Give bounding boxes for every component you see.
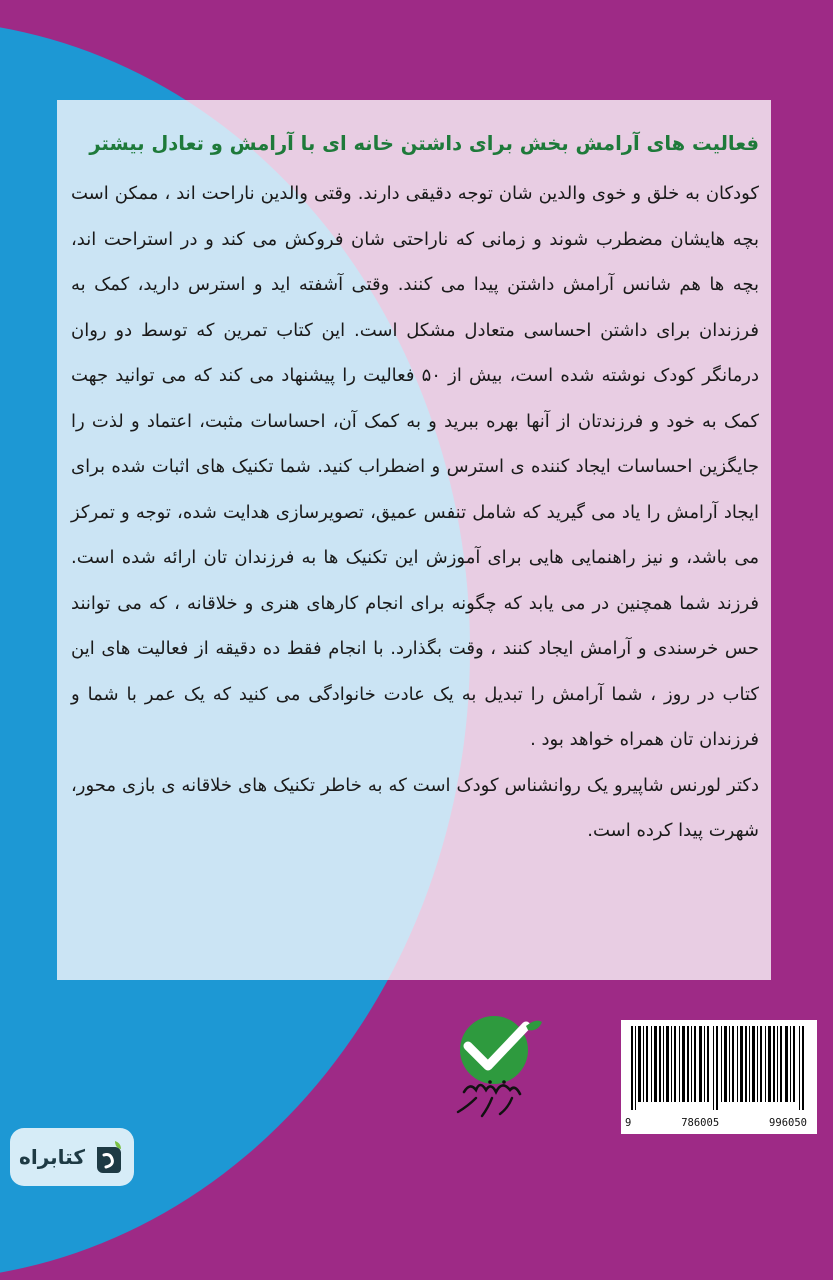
ketabrah-watermark (10, 1128, 134, 1186)
description-line: کنید که یک عمر با شما و فرزندان تان همراه خواهد بود . (71, 683, 759, 750)
description-line: کمک آن، احساسات مثبت، اعتماد و لذت را جایگزین احساسات ایجاد (71, 410, 759, 477)
description-line: کودکان به خلق و خوی والدین شان توجه دقیقی دارند. وقتی والدین ناراحت اند ، (164, 183, 759, 204)
description-paragraph (71, 171, 759, 763)
description-line: استرس دارید، کمک به فرزندان برای داشتن احساسی متعادل مشکل است. این کتاب (71, 274, 759, 341)
description-line: از فعالیت های این کتاب در روز ، شما آرامش را تبدیل به یک عادت خانوادگی می (71, 638, 759, 705)
description-line: تمرین که توسط دو روان درمانگر کودک نوشته شده است، بیش از ۵۰ فعالیت را (71, 319, 759, 386)
barcode-bars (629, 1026, 809, 1110)
description-line: ممکن است بچه هایشان مضطرب شوند و زمانی که ناراحتی شان فروکش می کند و در (71, 183, 759, 250)
description-line: یاد می گیرید که شامل تنفس عمیق، تصویرسازی هدایت شده، توجه و تمرکز (71, 501, 641, 523)
publisher-logo (442, 1008, 552, 1128)
watermark-text: کتابراه (19, 1145, 85, 1169)
author-paragraph (71, 763, 759, 854)
checkmark-leaf-icon (442, 1008, 552, 1128)
description-line: که می توانند حس خرسندی و آرامش ایجاد کنند ، وقت بگذارد. با انجام فقط ده دقیقه (71, 592, 759, 659)
text-panel (57, 100, 771, 980)
author-line: دکتر لورنس شاپیرو یک روانشناس کودک است که به خاطر تکنیک های خلاقانه ی (161, 774, 759, 796)
book-subtitle: فعالیت های آرامش بخش برای داشتن خانه ای با آرامش و تعادل بیشتر (89, 132, 759, 155)
description-line: می باشد، و نیز راهنمایی هایی برای آموزش این تکنیک ها به فرزندان تان ارائه شده (121, 547, 759, 568)
description-line: کننده ی استرس و اضطراب کنید. شما تکنیک های اثبات شده برای ایجاد آرامش را (71, 456, 760, 523)
isbn-group: 996050 (769, 1117, 807, 1129)
description-line: است. فرزند شما همچنین در می یابد که چگونه برای انجام کارهای هنری و خلاقانه ، (71, 547, 759, 614)
description-line: استراحت اند، بچه ها هم شانس آرامش داشتن پیدا می کنند. وقتی آشفته اید و (71, 228, 759, 295)
isbn-barcode (621, 1020, 817, 1134)
ketabrah-logo-icon (91, 1139, 125, 1175)
isbn-group: 9 (625, 1117, 632, 1129)
panel-content (57, 100, 771, 854)
isbn-group: 786005 (681, 1117, 720, 1129)
description-line: پیشنهاد می کند که می توانید جهت کمک به خود و فرزندتان از آنها بهره ببرید و به (71, 365, 759, 432)
author-line: بازی محور، شهرت پیدا کرده است. (71, 774, 759, 841)
isbn-number (621, 1117, 817, 1129)
